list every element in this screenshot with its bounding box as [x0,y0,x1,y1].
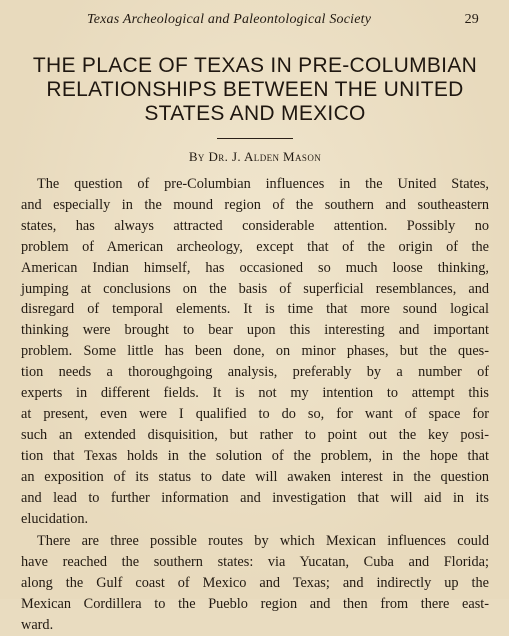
title-line: STATES AND MEXICO [144,102,366,125]
text-line: along the Gulf coast of Mexico and Texas; and indirectly up the [21,575,489,592]
paragraph [21,531,489,636]
byline [21,149,489,165]
article-title [21,54,489,126]
title-rule [217,138,293,139]
text-line: such an extended disquisition, but rather to point out the key posi- [21,426,489,443]
author-name: Dr. J. Alden Mason [208,149,322,164]
text-line: The question of pre-Columbian influences in the United States, [37,176,489,192]
text-line: jumping at conclusions on the basis of superficial resemblances, and [21,280,489,297]
journal-name: Texas Archeological and Paleontological Society [87,12,372,27]
article-body [21,174,489,636]
text-line: and lead to further information and investigation that will aid in its [21,489,489,506]
text-line: tion needs a thoroughgoing analysis, preferably by a number of [21,364,489,381]
text-line: experts in different fields. It is not my intention to attempt this [21,385,489,402]
text-line: at present, even were I qualified to do so, for want of space for [21,405,489,422]
page-number: 29 [464,12,479,27]
text-line: disregard of temporal elements. It is time that more sound logical [21,301,489,318]
title-line: RELATIONSHIPS BETWEEN THE UNITED [46,78,464,101]
byline-prefix: By [188,149,209,164]
text-line: problem. Some little has been done, on minor phases, but the ques- [21,343,489,360]
text-line: Mexican Cordillera to the Pueblo region and then from there east- [21,596,489,613]
text-line: elucidation. [21,510,89,527]
text-line: thinking were brought to bear upon this interesting and important [21,322,489,339]
title-line: THE PLACE OF TEXAS IN PRE-COLUMBIAN [32,54,478,77]
text-line: ward. [21,617,54,634]
text-line: American Indian himself, has occasioned so much loose thinking, [21,259,489,276]
text-line: an exposition of its status to date will awaken interest in the question [21,468,489,485]
paragraph [21,174,489,529]
text-line: states, has always attracted considerable attention. Possibly no [21,217,489,234]
text-line: problem of American archeology, except that of the origin of the [21,238,489,255]
text-line: and especially in the mound region of the southern and southeastern [21,196,489,213]
running-head [21,12,489,30]
text-line: tion that Texas holds in the solution of the problem, in the hope that [21,447,489,464]
text-line: There are three possible routes by which Mexican influences could [37,533,489,550]
text-line: have reached the southern states: via Yucatan, Cuba and Florida; [21,554,489,571]
